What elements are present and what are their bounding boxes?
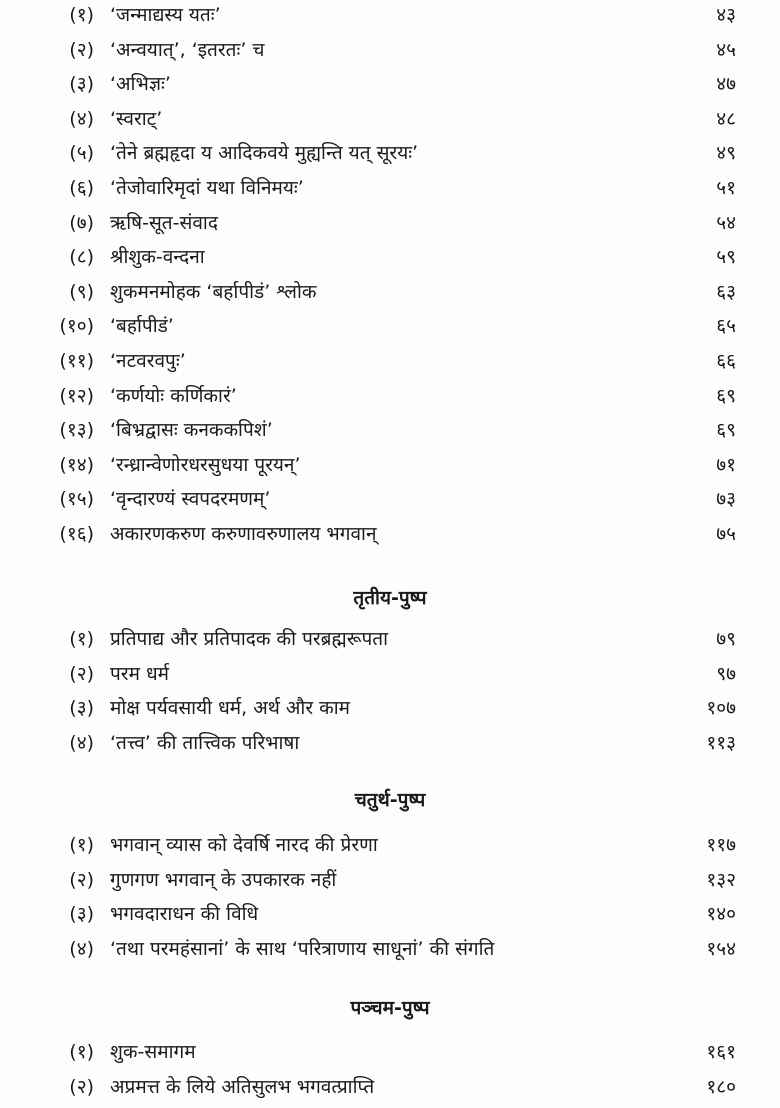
- entry-title: परम धर्म: [110, 662, 170, 685]
- entry-number: (११): [59, 349, 94, 372]
- entry-title: मोक्ष पर्यवसायी धर्म, अर्थ और काम: [110, 697, 351, 720]
- toc-entry: [0, 932, 780, 967]
- toc-entry: [0, 657, 780, 692]
- contents-section-2: [0, 0, 780, 552]
- entry-number: (२): [69, 662, 94, 685]
- entry-title: भगवदाराधन की विधि: [110, 903, 259, 926]
- contents-section-3: [0, 622, 780, 760]
- entry-number: (५): [69, 142, 94, 165]
- toc-entry: [0, 517, 780, 552]
- entry-page-number: ६६: [716, 349, 736, 372]
- entry-title: ‘वृन्दारण्यं स्वपदरमणम्’: [110, 488, 271, 511]
- entry-number: (६): [69, 176, 94, 199]
- toc-entry: [0, 275, 780, 310]
- toc-entry: [0, 136, 780, 171]
- entry-title: शुक-समागम: [110, 1041, 196, 1063]
- entry-number: (१०): [59, 315, 94, 338]
- entry-page-number: ११३: [706, 731, 736, 754]
- toc-entry: [0, 828, 780, 863]
- entry-title: ‘तेजोवारिमृदां यथा विनिमयः’: [110, 176, 304, 199]
- section-heading-tritiya: तृतीय-पुष्प: [353, 587, 427, 609]
- toc-entry: [0, 1035, 780, 1070]
- entry-title: ‘रन्ध्रान्वेणोरधरसुधया पूरयन्’: [110, 453, 301, 476]
- entry-title: ‘स्वराट्’: [110, 107, 163, 130]
- toc-entry: [0, 413, 780, 448]
- entry-page-number: ७३: [716, 488, 736, 511]
- entry-number: (९): [69, 280, 94, 303]
- entry-page-number: ६५: [716, 315, 736, 338]
- toc-entry: [0, 897, 780, 932]
- entry-title: ‘बिभ्रद्वासः कनककपिशं’: [110, 419, 273, 442]
- entry-page-number: ५४: [716, 211, 736, 234]
- entry-number: (४): [69, 937, 94, 960]
- toc-entry: [0, 1070, 780, 1105]
- entry-page-number: १४०: [706, 903, 736, 926]
- entry-page-number: ५१: [716, 176, 736, 199]
- entry-page-number: ६३: [716, 280, 736, 303]
- entry-title: अकारणकरुण करुणावरुणालय भगवान्: [110, 522, 377, 545]
- entry-number: (२): [69, 1075, 94, 1098]
- section-heading-chaturtha: चतुर्थ-पुष्प: [354, 789, 426, 811]
- toc-entry: [0, 344, 780, 379]
- entry-page-number: ४९: [716, 142, 736, 165]
- entry-number: (१३): [59, 419, 94, 442]
- entry-page-number: ४७: [716, 73, 736, 96]
- toc-entry: [0, 726, 780, 761]
- entry-number: (२): [69, 868, 94, 891]
- entry-number: (१६): [59, 522, 94, 545]
- toc-entry: [0, 379, 780, 414]
- entry-page-number: ७१: [716, 453, 736, 476]
- entry-number: (३): [69, 903, 94, 926]
- entry-title: ‘तत्त्व’ की तात्त्विक परिभाषा: [110, 731, 300, 754]
- entry-title: भगवान् व्यास को देवर्षि नारद की प्रेरणा: [110, 834, 378, 856]
- toc-entry: [0, 448, 780, 483]
- toc-entry: [0, 309, 780, 344]
- entry-number: (७): [69, 211, 94, 234]
- entry-number: (१): [69, 1041, 94, 1063]
- toc-entry: [0, 863, 780, 898]
- entry-number: (३): [69, 73, 94, 96]
- toc-entry: [0, 67, 780, 102]
- entry-title: ‘जन्माद्यस्य यतः’: [110, 4, 221, 26]
- entry-page-number: ११७: [706, 834, 736, 856]
- entry-number: (१२): [59, 384, 94, 407]
- entry-title: ‘तथा परमहंसानां’ के साथ ‘परित्राणाय साधूनां’ की संगति: [110, 937, 495, 960]
- entry-number: (८): [69, 246, 94, 269]
- entry-title: ‘तेने ब्रह्महृदा य आदिकवये मुह्यन्ति यत् सूरयः’: [110, 142, 419, 165]
- toc-entry: [0, 240, 780, 275]
- toc-entry: [0, 482, 780, 517]
- entry-number: (१): [69, 834, 94, 856]
- entry-title: ऋषि-सूत-संवाद: [110, 211, 218, 234]
- entry-page-number: १३२: [706, 868, 736, 891]
- entry-number: (३): [69, 697, 94, 720]
- toc-entry: [0, 171, 780, 206]
- entry-page-number: १८०: [706, 1075, 736, 1098]
- toc-entry: [0, 206, 780, 241]
- entry-page-number: ४८: [716, 107, 736, 130]
- entry-number: (१): [69, 628, 94, 650]
- entry-title: ‘अन्वयात्’, ‘इतरतः’ च: [110, 38, 265, 61]
- entry-number: (४): [69, 731, 94, 754]
- entry-title: अप्रमत्त के लिये अतिसुलभ भगवत्प्राप्ति: [110, 1075, 375, 1098]
- entry-title: श्रीशुक-वन्दना: [110, 246, 205, 269]
- entry-page-number: ५९: [716, 246, 736, 269]
- entry-number: (१४): [59, 453, 94, 476]
- entry-page-number: ६९: [716, 419, 736, 442]
- entry-title: ‘कर्णयोः कर्णिकारं’: [110, 384, 237, 407]
- entry-page-number: १६१: [706, 1041, 736, 1063]
- entry-page-number: १०७: [706, 697, 736, 720]
- toc-entry: [0, 691, 780, 726]
- toc-entry: [0, 0, 780, 33]
- entry-page-number: ९७: [716, 662, 736, 685]
- toc-entry: [0, 102, 780, 137]
- section-heading-panchama: पञ्चम-पुष्प: [350, 997, 430, 1019]
- contents-section-4: [0, 828, 780, 966]
- entry-number: (१): [69, 4, 94, 26]
- entry-title: प्रतिपाद्य और प्रतिपादक की परब्रह्मरूपता: [110, 628, 389, 650]
- entry-page-number: ४३: [716, 4, 736, 26]
- entry-title: शुकमनमोहक ‘बर्हापीडं’ श्लोक: [110, 280, 317, 303]
- entry-title: ‘नटवरवपुः’: [110, 349, 186, 372]
- entry-number: (१५): [59, 488, 94, 511]
- entry-page-number: ४५: [716, 38, 736, 61]
- entry-page-number: ७९: [716, 628, 736, 650]
- toc-entry: [0, 622, 780, 657]
- entry-title: गुणगण भगवान् के उपकारक नहीं: [110, 868, 337, 891]
- entry-title: ‘बर्हापीडं’: [110, 315, 174, 338]
- toc-entry: [0, 33, 780, 68]
- contents-section-5: [0, 1035, 780, 1104]
- entry-number: (२): [69, 38, 94, 61]
- entry-title: ‘अभिज्ञः’: [110, 73, 171, 96]
- entry-page-number: १५४: [706, 937, 736, 960]
- entry-page-number: ७५: [716, 522, 736, 545]
- entry-page-number: ६९: [716, 384, 736, 407]
- entry-number: (४): [69, 107, 94, 130]
